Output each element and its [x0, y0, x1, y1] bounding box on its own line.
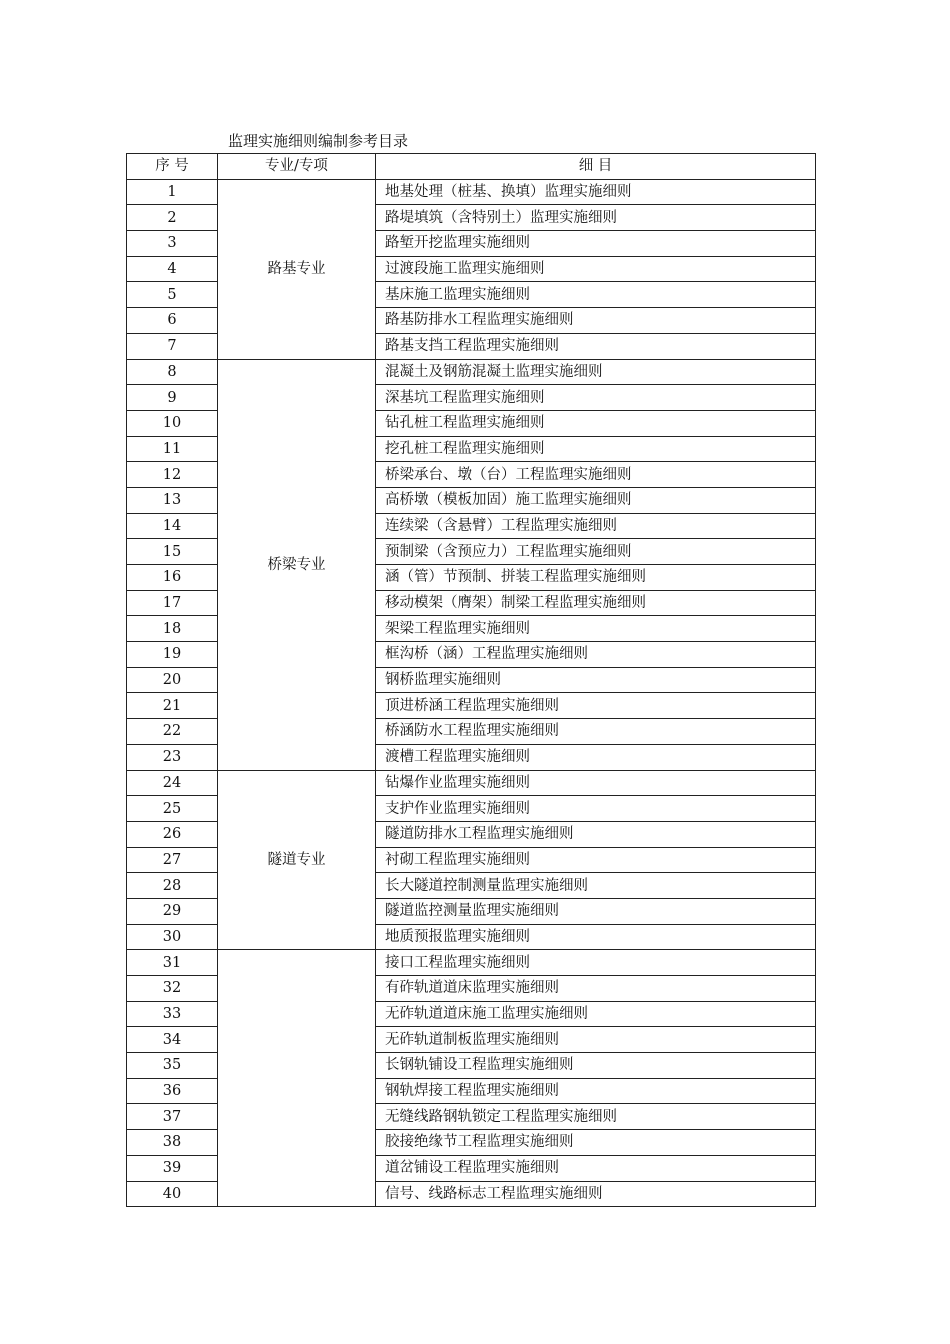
table-header-row [127, 154, 816, 180]
header-number: 序 号 [127, 154, 218, 180]
row-number: 7 [127, 333, 218, 359]
item-title: 无缝线路钢轨锁定工程监理实施细则 [376, 1104, 816, 1130]
item-title: 顶进桥涵工程监理实施细则 [376, 693, 816, 719]
row-number: 27 [127, 847, 218, 873]
row-number: 28 [127, 873, 218, 899]
item-title: 挖孔桩工程监理实施细则 [376, 436, 816, 462]
item-title: 胶接绝缘节工程监理实施细则 [376, 1130, 816, 1156]
row-number: 16 [127, 565, 218, 591]
row-number: 6 [127, 308, 218, 334]
row-number: 3 [127, 231, 218, 257]
item-title: 支护作业监理实施细则 [376, 796, 816, 822]
item-title: 钢桥监理实施细则 [376, 667, 816, 693]
item-title: 钢轨焊接工程监理实施细则 [376, 1078, 816, 1104]
row-number: 31 [127, 950, 218, 976]
row-number: 20 [127, 667, 218, 693]
category-cell: 隧道专业 [218, 770, 376, 950]
item-title: 钻孔桩工程监理实施细则 [376, 410, 816, 436]
item-title: 涵（管）节预制、拼装工程监理实施细则 [376, 565, 816, 591]
row-number: 17 [127, 590, 218, 616]
item-title: 地质预报监理实施细则 [376, 924, 816, 950]
item-title: 高桥墩（模板加固）施工监理实施细则 [376, 487, 816, 513]
row-number: 33 [127, 1001, 218, 1027]
table-row [127, 950, 816, 976]
item-title: 路堑开挖监理实施细则 [376, 231, 816, 257]
table-row [127, 770, 816, 796]
item-title: 渡槽工程监理实施细则 [376, 744, 816, 770]
item-title: 有砟轨道道床监理实施细则 [376, 976, 816, 1002]
item-title: 钻爆作业监理实施细则 [376, 770, 816, 796]
header-item: 细 目 [376, 154, 816, 180]
row-number: 11 [127, 436, 218, 462]
item-title: 无砟轨道道床施工监理实施细则 [376, 1001, 816, 1027]
row-number: 5 [127, 282, 218, 308]
item-title: 深基坑工程监理实施细则 [376, 385, 816, 411]
row-number: 22 [127, 719, 218, 745]
row-number: 21 [127, 693, 218, 719]
item-title: 无砟轨道制板监理实施细则 [376, 1027, 816, 1053]
row-number: 34 [127, 1027, 218, 1053]
item-title: 隧道监控测量监理实施细则 [376, 898, 816, 924]
item-title: 隧道防排水工程监理实施细则 [376, 821, 816, 847]
item-title: 道岔铺设工程监理实施细则 [376, 1155, 816, 1181]
row-number: 24 [127, 770, 218, 796]
row-number: 32 [127, 976, 218, 1002]
item-title: 路堤填筑（含特别土）监理实施细则 [376, 205, 816, 231]
row-number: 10 [127, 410, 218, 436]
row-number: 38 [127, 1130, 218, 1156]
item-title: 移动模架（膺架）制梁工程监理实施细则 [376, 590, 816, 616]
item-title: 基床施工监理实施细则 [376, 282, 816, 308]
catalog-body [127, 179, 816, 1207]
row-number: 2 [127, 205, 218, 231]
row-number: 23 [127, 744, 218, 770]
row-number: 15 [127, 539, 218, 565]
row-number: 18 [127, 616, 218, 642]
item-title: 地基处理（桩基、换填）监理实施细则 [376, 179, 816, 205]
row-number: 40 [127, 1181, 218, 1207]
header-category: 专业/专项 [218, 154, 376, 180]
row-number: 37 [127, 1104, 218, 1130]
item-title: 衬砌工程监理实施细则 [376, 847, 816, 873]
row-number: 30 [127, 924, 218, 950]
row-number: 8 [127, 359, 218, 385]
row-number: 29 [127, 898, 218, 924]
catalog-table [126, 153, 816, 1207]
item-title: 连续梁（含悬臂）工程监理实施细则 [376, 513, 816, 539]
row-number: 39 [127, 1155, 218, 1181]
item-title: 接口工程监理实施细则 [376, 950, 816, 976]
category-cell: 路基专业 [218, 179, 376, 359]
row-number: 9 [127, 385, 218, 411]
item-title: 混凝土及钢筋混凝土监理实施细则 [376, 359, 816, 385]
row-number: 4 [127, 256, 218, 282]
document-title: 监理实施细则编制参考目录 [228, 132, 409, 150]
row-number: 26 [127, 821, 218, 847]
item-title: 信号、线路标志工程监理实施细则 [376, 1181, 816, 1207]
row-number: 35 [127, 1053, 218, 1079]
table-row [127, 359, 816, 385]
item-title: 桥涵防水工程监理实施细则 [376, 719, 816, 745]
item-title: 桥梁承台、墩（台）工程监理实施细则 [376, 462, 816, 488]
category-cell [218, 950, 376, 1207]
item-title: 架梁工程监理实施细则 [376, 616, 816, 642]
item-title: 框沟桥（涵）工程监理实施细则 [376, 642, 816, 668]
row-number: 1 [127, 179, 218, 205]
row-number: 19 [127, 642, 218, 668]
item-title: 预制梁（含预应力）工程监理实施细则 [376, 539, 816, 565]
row-number: 25 [127, 796, 218, 822]
item-title: 长钢轨铺设工程监理实施细则 [376, 1053, 816, 1079]
item-title: 长大隧道控制测量监理实施细则 [376, 873, 816, 899]
row-number: 12 [127, 462, 218, 488]
row-number: 13 [127, 487, 218, 513]
row-number: 36 [127, 1078, 218, 1104]
item-title: 路基防排水工程监理实施细则 [376, 308, 816, 334]
table-row [127, 179, 816, 205]
row-number: 14 [127, 513, 218, 539]
category-cell: 桥梁专业 [218, 359, 376, 770]
item-title: 过渡段施工监理实施细则 [376, 256, 816, 282]
item-title: 路基支挡工程监理实施细则 [376, 333, 816, 359]
